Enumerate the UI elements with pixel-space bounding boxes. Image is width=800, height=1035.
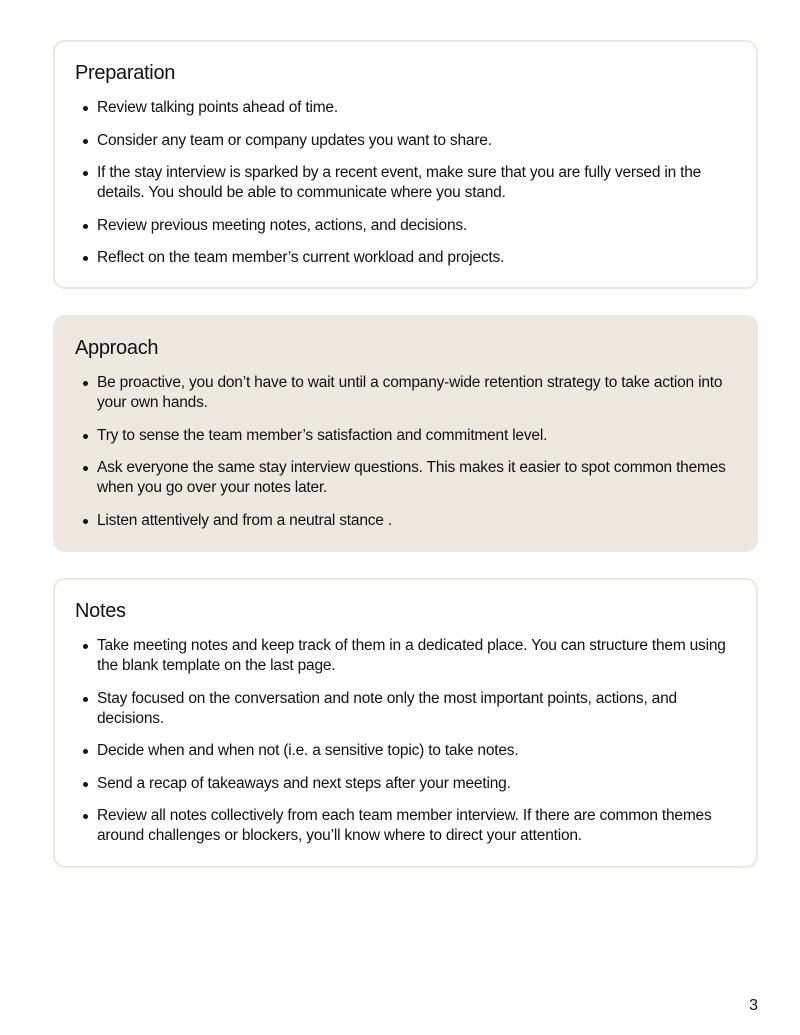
bullet-list	[75, 636, 736, 846]
list-item: Decide when and when not (i.e. a sensitive topic) to take notes.	[97, 741, 736, 761]
list-item: Be proactive, you don’t have to wait until a company-wide retention strategy to take action into your own hands.	[97, 373, 736, 413]
list-item: Ask everyone the same stay interview questions. This makes it easier to spot common themes when you go over your notes later.	[97, 458, 736, 498]
approach-card	[53, 315, 758, 552]
section-title: Preparation	[75, 62, 176, 84]
list-item: Try to sense the team member’s satisfaction and commitment level.	[97, 426, 736, 446]
section-title: Notes	[75, 600, 126, 622]
bullet-list	[75, 98, 736, 268]
bullet-list	[75, 373, 736, 531]
page-number: 3	[749, 997, 758, 1014]
list-item: Consider any team or company updates you want to share.	[97, 131, 736, 151]
list-item: Take meeting notes and keep track of them in a dedicated place. You can structure them using the blank template on the last page.	[97, 636, 736, 676]
list-item: Stay focused on the conversation and note only the most important points, actions, and decisions.	[97, 689, 736, 729]
notes-card	[53, 578, 758, 868]
list-item: Listen attentively and from a neutral stance .	[97, 511, 736, 531]
preparation-card	[53, 40, 758, 289]
list-item: Review all notes collectively from each team member interview. If there are common themes around challenges or blockers, you’ll know where to direct your attention.	[97, 806, 736, 846]
list-item: Review talking points ahead of time.	[97, 98, 736, 118]
list-item: If the stay interview is sparked by a recent event, make sure that you are fully versed in the details. You should be able to communicate where you stand.	[97, 163, 736, 203]
section-title: Approach	[75, 337, 159, 359]
list-item: Send a recap of takeaways and next steps after your meeting.	[97, 774, 736, 794]
list-item: Reflect on the team member’s current workload and projects.	[97, 248, 736, 268]
list-item: Review previous meeting notes, actions, and decisions.	[97, 216, 736, 236]
